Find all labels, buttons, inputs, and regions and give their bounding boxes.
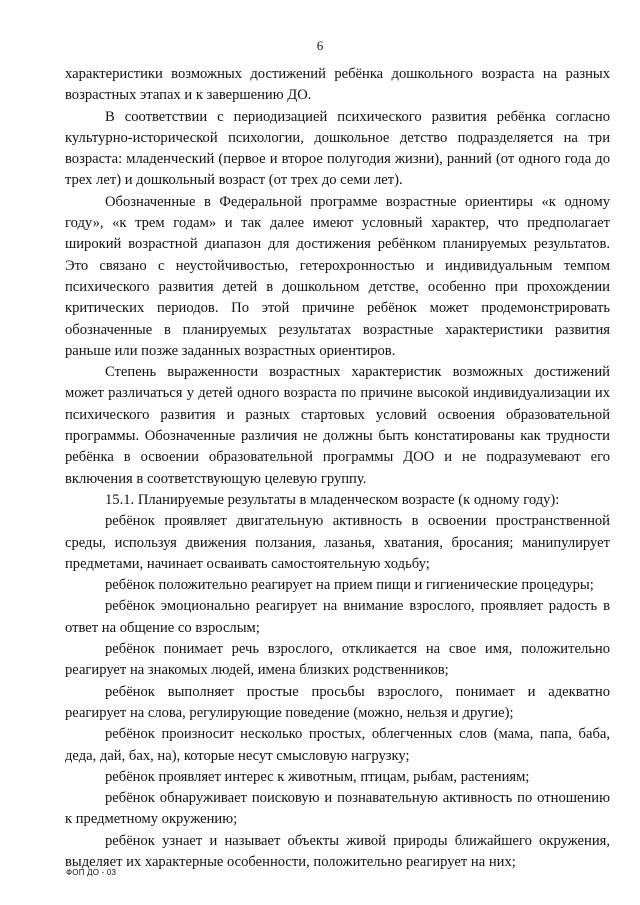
list-item: ребёнок узнает и называет объекты живой природы ближайшего окружения, выделяет их характерные особенности, положительно реагирует на них;: [65, 832, 610, 870]
list-item: ребёнок проявляет двигательную активность в освоении пространственной среды, используя движения ползания, лазанья, хватания, бросания; манипулирует предметами, начинает осваивать самостоятельную ходьбу;: [65, 513, 610, 572]
paragraph-continuation: характеристики возможных достижений ребёнка дошкольного возраста на разных возрастных этапах и к завершению ДО.: [65, 66, 610, 104]
footer-document-code: ФОП ДО - 03: [66, 868, 117, 877]
planned-results-list: [65, 511, 610, 873]
paragraph-individual-differences: Степень выраженности возрастных характеристик возможных достижений может различаться у детей одного возраста по причине высокой индивидуализации их психического развития и разных стартовых условий освоения образовательной программы. Обозначенные различия не должны быть констатированы как трудности ребёнка в освоении образовательной программы ДОО и не подразумевают его включения в соответствующую целевую группу.: [65, 364, 610, 487]
paragraph-age-guidelines: Обозначенные в Федеральной программе возрастные ориентиры «к одному году», «к трем годам» и так далее имеют условный характер, что предполагает широкий возрастной диапазон для достижения ребёнком планируемых результатов. Это связано с неустойчивостью, гетерохронностью и индивидуальным темпом психического развития детей в дошкольном детстве, особенно при прохождении критических периодов. По этой причине ребёнок может продемонстрировать обозначенные в планируемых результатах возрастные характеристики развития раньше или позже заданных возрастных ориентиров.: [65, 193, 610, 359]
list-item: ребёнок проявляет интерес к животным, птицам, рыбам, растениям;: [105, 768, 530, 785]
section-heading-15-1: 15.1. Планируемые результаты в младенческом возрасте (к одному году):: [105, 491, 560, 508]
list-item: ребёнок выполняет простые просьбы взрослого, понимает и адекватно реагирует на слова, регулирующие поведение (можно, нельзя и другие);: [65, 683, 610, 721]
body-text: [65, 64, 610, 873]
paragraph-periodization: В соответствии с периодизацией психического развития ребёнка согласно культурно-исторической психологии, дошкольное детство подразделяется на три возраста: младенческий (первое и второе полугодия жизни), ранний (от одного года до трех лет) и дошкольный возраст (от трех до семи лет).: [65, 108, 610, 189]
list-item: ребёнок эмоционально реагирует на внимание взрослого, проявляет радость в ответ на общение со взрослым;: [65, 598, 610, 636]
list-item: ребёнок понимает речь взрослого, откликается на свое имя, положительно реагирует на знакомых людей, имена близких родственников;: [65, 641, 610, 679]
list-item: ребёнок положительно реагирует на прием пищи и гигиенические процедуры;: [105, 577, 594, 594]
list-item: ребёнок обнаруживает поисковую и познавательную активность по отношению к предметному окружению;: [65, 790, 610, 828]
list-item: ребёнок произносит несколько простых, облегченных слов (мама, папа, баба, деда, дай, бах, на), которые несут смысловую нагрузку;: [65, 726, 610, 764]
page-number: 6: [316, 38, 324, 53]
